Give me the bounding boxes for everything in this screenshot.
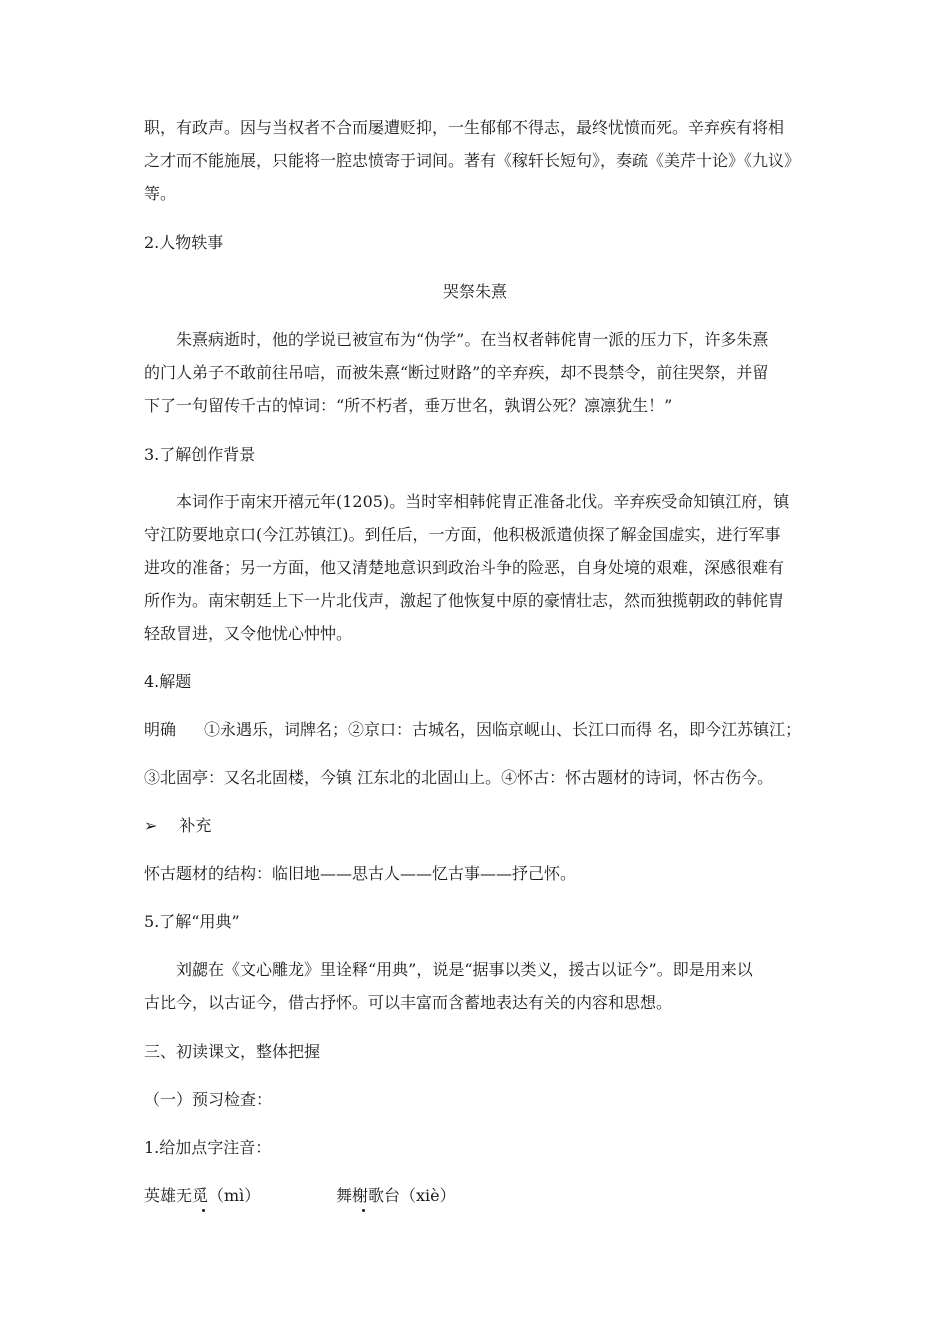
anecdote-line-3: 下了一句留传千古的悼词：“所不朽者，垂万世名，孰谓公死？凛凛犹生！”: [144, 396, 673, 415]
title-explain-line-2: ③北固亭：又名北固楼，今镇 江东北的北固山上。④怀古：怀古题材的诗词，怀古伤今。: [144, 768, 774, 787]
anecdote-line-1: 朱熹病逝时，他的学说已被宣布为“伪学”。在当权者韩侂胄一派的压力下，许多朱熹: [176, 330, 769, 349]
allusion-heading: 5.了解“用典”: [144, 912, 240, 931]
anecdote-heading: 2.人物轶事: [144, 233, 224, 252]
preview-check-heading: （一）预习检查：: [144, 1090, 273, 1109]
anecdote-title: 哭祭朱熹: [442, 282, 507, 301]
arrow-bullet-icon: ➢: [144, 816, 158, 835]
supplement-text: 怀古题材的结构：临旧地——思古人——忆古事——抒己怀。: [144, 864, 577, 883]
title-explain-row-1: [144, 718, 801, 742]
bio-line-2: 之才而不能施展，只能将一腔忠愤寄于词间。著有《稼轩长短句》，奏疏《美芹十论》《九议》: [144, 151, 801, 170]
pinyin-item-2: 舞榭歌台（xiè）: [336, 1186, 456, 1205]
section3-heading: 三、初读课文，整体把握: [144, 1042, 321, 1061]
background-line-1: 本词作于南宋开禧元年(1205)。当时宰相韩侂胄正准备北伐。辛弃疾受命知镇江府，镇: [176, 492, 790, 511]
background-line-3: 进攻的准备；另一方面，他又清楚地意识到政治斗争的险恶，自身处境的艰难，深感很难有: [144, 558, 785, 577]
background-heading: 3.了解创作背景: [144, 445, 256, 464]
title-explain-heading: 4.解题: [144, 672, 192, 691]
emphasis-dot: [202, 1209, 205, 1212]
emphasis-dot: [362, 1209, 365, 1212]
allusion-line-2: 古比今，以古证今，借古抒怀。可以丰富而含蓄地表达有关的内容和思想。: [144, 993, 673, 1012]
supplement-label: 补充: [179, 816, 212, 835]
title-explain-label: 明确: [144, 720, 177, 739]
allusion-line-1: 刘勰在《文心雕龙》里诠释“用典”，说是“据事以类义，援古以证今”。即是用来以: [176, 960, 753, 979]
bio-line-1: 职，有政声。因与当权者不合而屡遭贬抑，一生郁郁不得志，最终忧愤而死。辛弃疾有将相: [144, 118, 785, 137]
bio-line-3: 等。: [144, 184, 177, 203]
supplement-row: [144, 814, 211, 838]
question-1: 1.给加点字注音：: [144, 1138, 272, 1157]
background-line-4: 所作为。南宋朝廷上下一片北伐声，激起了他恢复中原的豪情壮志，然而独揽朝政的韩侂胄: [144, 591, 785, 610]
pinyin-item-1: 英雄无觅（mì）: [144, 1186, 261, 1205]
background-line-2: 守江防要地京口(今江苏镇江)。到任后，一方面，他积极派遣侦探了解金国虚实，进行军事: [144, 525, 781, 544]
title-explain-line-1: ①永遇乐，词牌名；②京口：古城名，因临京岘山、长江口而得 名，即今江苏镇江；: [204, 720, 802, 739]
anecdote-line-2: 的门人弟子不敢前往吊唁，而被朱熹“断过财路”的辛弃疾，却不畏禁令，前往哭祭，并留: [144, 363, 769, 382]
background-line-5: 轻敌冒进，又令他忧心忡忡。: [144, 624, 353, 643]
